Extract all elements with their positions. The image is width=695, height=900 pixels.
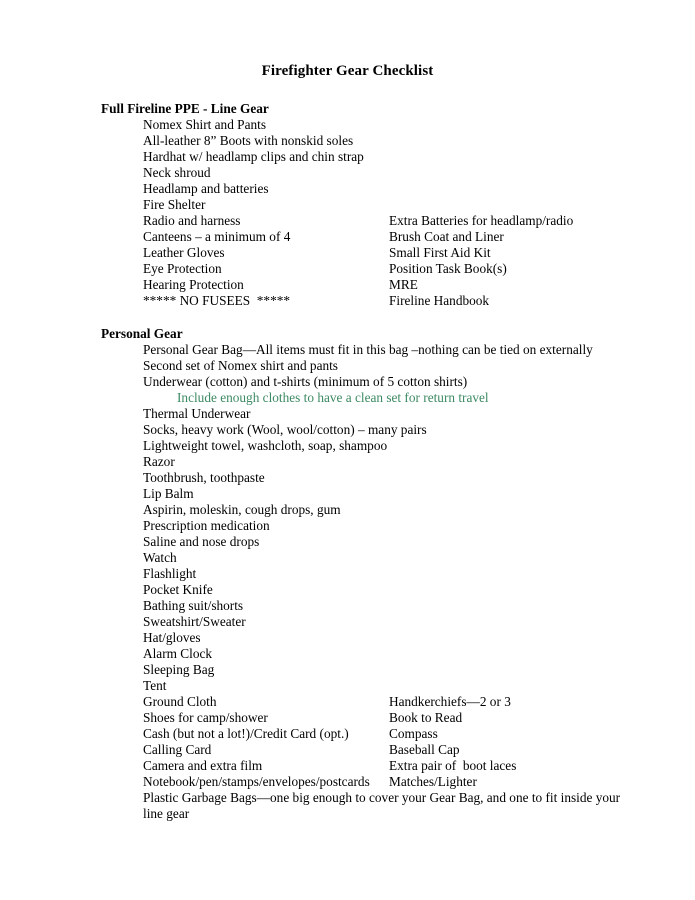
checklist-item-primary: Ground Cloth: [143, 694, 217, 709]
checklist-item-secondary: MRE: [389, 277, 418, 292]
checklist-item-primary: Camera and extra film: [143, 758, 263, 773]
checklist-item-primary: Tent: [143, 678, 167, 693]
checklist-item-primary: Watch: [143, 550, 177, 565]
checklist-item-primary: Headlamp and batteries: [143, 181, 269, 196]
checklist-row: [0, 197, 695, 213]
checklist-item-primary: Personal Gear Bag—All items must fit in this bag –nothing can be tied on externally: [143, 342, 593, 357]
section-heading: Full Fireline PPE - Line Gear: [101, 101, 269, 116]
checklist-item-secondary: Extra Batteries for headlamp/radio: [389, 213, 574, 228]
checklist-item-primary: Calling Card: [143, 742, 212, 757]
checklist-row: [0, 710, 695, 726]
checklist-item-primary: Eye Protection: [143, 261, 222, 276]
checklist-item-secondary: Brush Coat and Liner: [389, 229, 504, 244]
checklist-row: [0, 518, 695, 534]
checklist-row: [0, 277, 695, 293]
checklist-item-primary: Hat/gloves: [143, 630, 201, 645]
checklist-item-primary: Flashlight: [143, 566, 197, 581]
checklist-item-primary: Lightweight towel, washcloth, soap, shampoo: [143, 438, 388, 453]
checklist-item-primary: Canteens – a minimum of 4: [143, 229, 291, 244]
checklist-row: [0, 229, 695, 245]
section-heading: Personal Gear: [101, 326, 183, 341]
checklist-item-secondary: Baseball Cap: [389, 742, 460, 757]
checklist-row: [0, 694, 695, 710]
page-title: Firefighter Gear Checklist: [261, 63, 434, 79]
checklist-item-secondary: Fireline Handbook: [389, 293, 490, 308]
checklist-item-primary: Sweatshirt/Sweater: [143, 614, 246, 629]
checklist-item-primary: Underwear (cotton) and t-shirts (minimum of 5 cotton shirts): [143, 374, 468, 389]
checklist-row: [0, 534, 695, 550]
checklist-item-secondary: Matches/Lighter: [389, 774, 477, 789]
checklist-row: [0, 662, 695, 678]
checklist-row: [0, 598, 695, 614]
checklist-row: [0, 165, 695, 181]
checklist-row: [0, 406, 695, 422]
checklist-item-primary: Aspirin, moleskin, cough drops, gum: [143, 502, 341, 517]
checklist-row: [0, 614, 695, 630]
checklist-item-primary: Lip Balm: [143, 486, 194, 501]
checklist-row: [0, 774, 695, 790]
checklist-item-primary: Bathing suit/shorts: [143, 598, 244, 613]
checklist-row: [0, 342, 695, 358]
checklist-item-primary: All-leather 8” Boots with nonskid soles: [143, 133, 354, 148]
checklist-row: [0, 726, 695, 742]
checklist-item-primary: Nomex Shirt and Pants: [143, 117, 266, 132]
checklist-item-primary: Toothbrush, toothpaste: [143, 470, 265, 485]
checklist-row: [0, 454, 695, 470]
checklist-row: [0, 502, 695, 518]
checklist-item-primary: Sleeping Bag: [143, 662, 215, 677]
checklist-item-primary: Neck shroud: [143, 165, 211, 180]
checklist-item-secondary: Compass: [389, 726, 438, 741]
checklist-row: [0, 678, 695, 694]
checklist-row: [0, 245, 695, 261]
checklist-item-primary: Pocket Knife: [143, 582, 213, 597]
checklist-item-primary: Leather Gloves: [143, 245, 225, 260]
checklist-row: [0, 742, 695, 758]
checklist-note: [0, 390, 695, 406]
checklist-row: [0, 133, 695, 149]
checklist-row: [0, 438, 695, 454]
checklist-row: [0, 550, 695, 566]
sections-container: [0, 101, 695, 822]
checklist-item-primary: Prescription medication: [143, 518, 270, 533]
checklist-item-secondary: Small First Aid Kit: [389, 245, 491, 260]
checklist-item-primary: Notebook/pen/stamps/envelopes/postcards: [143, 774, 370, 789]
checklist-row: [0, 470, 695, 486]
checklist-row: [0, 630, 695, 646]
section: [0, 326, 695, 822]
checklist-item-primary: Include enough clothes to have a clean set for return travel: [177, 390, 489, 405]
checklist-row: [0, 758, 695, 774]
checklist-row: [0, 149, 695, 165]
checklist-item-primary: Socks, heavy work (Wool, wool/cotton) – many pairs: [143, 422, 427, 437]
checklist-row: [0, 646, 695, 662]
checklist-item-primary: Second set of Nomex shirt and pants: [143, 358, 338, 373]
checklist-row: [0, 790, 695, 822]
section: [0, 101, 695, 309]
checklist-rows: [0, 342, 695, 822]
checklist-item-primary: Fire Shelter: [143, 197, 206, 212]
checklist-item-secondary: Extra pair of boot laces: [389, 758, 517, 773]
checklist-item-primary: Razor: [143, 454, 175, 469]
checklist-row: [0, 566, 695, 582]
checklist-item-primary: Plastic Garbage Bags—one big enough to cover your Gear Bag, and one to fit inside your line gear: [143, 790, 624, 821]
checklist-item-primary: Cash (but not a lot!)/Credit Card (opt.): [143, 726, 349, 741]
checklist-row: [0, 582, 695, 598]
checklist-row: [0, 486, 695, 502]
checklist-item-primary: Saline and nose drops: [143, 534, 260, 549]
checklist-item-primary: Hardhat w/ headlamp clips and chin strap: [143, 149, 364, 164]
checklist-item-primary: ***** NO FUSEES *****: [143, 293, 291, 308]
checklist-item-primary: Alarm Clock: [143, 646, 213, 661]
checklist-row: [0, 213, 695, 229]
checklist-row: [0, 358, 695, 374]
checklist-item-primary: Radio and harness: [143, 213, 241, 228]
checklist-item-secondary: Position Task Book(s): [389, 261, 507, 276]
checklist-item-primary: Shoes for camp/shower: [143, 710, 268, 725]
checklist-item-secondary: Book to Read: [389, 710, 463, 725]
checklist-row: [0, 422, 695, 438]
checklist-item-secondary: Handkerchiefs—2 or 3: [389, 694, 511, 709]
checklist-row: [0, 374, 695, 390]
checklist-item-primary: Hearing Protection: [143, 277, 244, 292]
checklist-rows: [0, 117, 695, 309]
checklist-row: [0, 117, 695, 133]
checklist-row: [0, 293, 695, 309]
checklist-row: [0, 181, 695, 197]
checklist-item-primary: Thermal Underwear: [143, 406, 251, 421]
checklist-row: [0, 261, 695, 277]
